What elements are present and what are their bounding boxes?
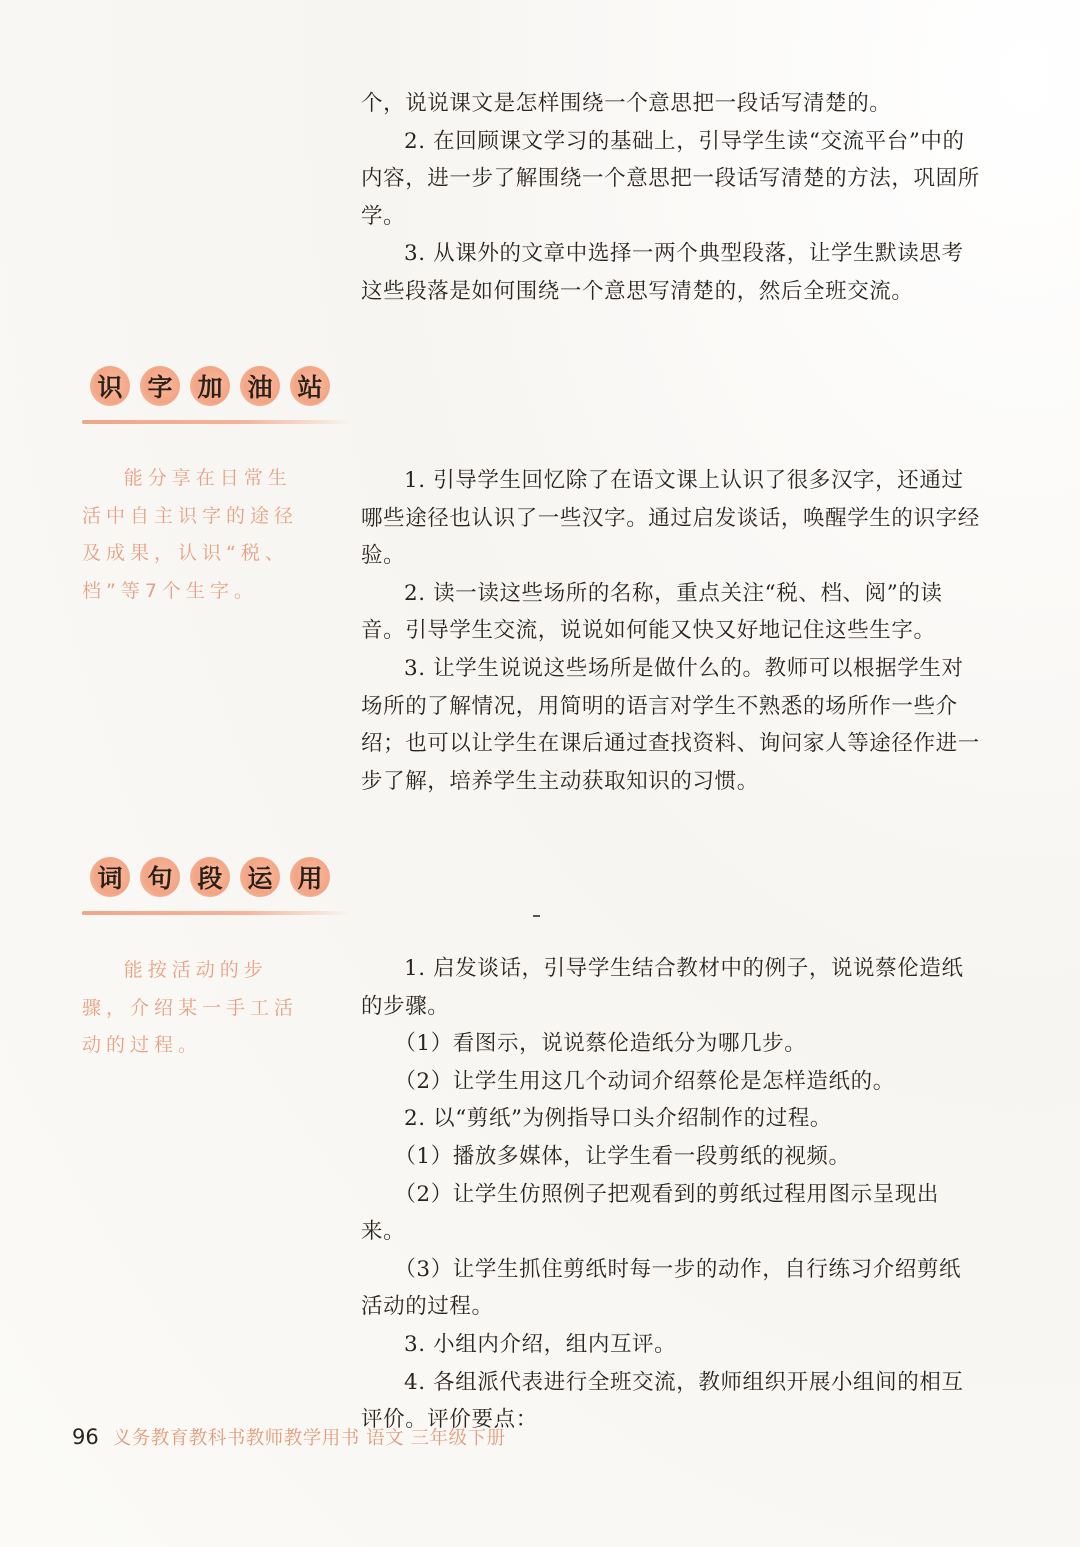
paragraph: 2. 读一读这些场所的名称，重点关注“税、档、阅”的读音。引导学生交流，说说如何能又快又好地记住这些生字。 — [361, 580, 943, 644]
book-title: 义务教育教科书教师教学用书 语文 三年级下册 — [112, 1428, 506, 1449]
heading-char: 字 — [140, 366, 180, 406]
heading-char: 加 — [190, 366, 230, 406]
page-footer — [72, 1424, 506, 1450]
continued-instructions — [361, 85, 983, 311]
heading-char: 识 — [90, 366, 130, 406]
paragraph: （1）看图示，说说蔡伦造纸分为哪几步。 — [394, 1031, 807, 1057]
paragraph: （2）让学生仿照例子把观看到的剪纸过程用图示呈现出来。 — [361, 1181, 939, 1245]
paragraph: 3. 小组内介绍，组内互评。 — [404, 1331, 677, 1357]
heading-char: 段 — [190, 857, 230, 897]
objective-note-words: 能按活动的步骤，介绍某一手工活动的过程。 — [82, 959, 299, 1056]
paragraph: 2. 在回顾课文学习的基础上，引导学生读“交流平台”中的内容，进一步了解围绕一个意思把一段话写清楚的方法，巩固所学。 — [361, 128, 980, 229]
heading-char: 词 — [90, 857, 130, 897]
paragraph: 3. 让学生说说这些场所是做什么的。教师可以根据学生对场所的了解情况，用简明的语言对学生不熟悉的场所作一些介绍；也可以让学生在课后通过查找资料、询问家人等途径作进一步了解，培养学生主动获取知识的习惯。 — [361, 655, 980, 794]
literacy-instructions — [361, 462, 983, 800]
page-number: 96 — [72, 1425, 99, 1449]
heading-underline — [82, 420, 352, 424]
paragraph: 个，说说课文是怎样围绕一个意思把一段话写清楚的。 — [361, 91, 892, 116]
heading-char: 用 — [290, 857, 330, 897]
section-heading-literacy — [82, 366, 372, 432]
paragraph: 4. 各组派代表进行全班交流，教师组织开展小组间的相互评价。评价要点： — [361, 1369, 964, 1433]
heading-char: 运 — [240, 857, 280, 897]
heading-char: 油 — [240, 366, 280, 406]
heading-char: 句 — [140, 857, 180, 897]
paragraph: 1. 引导学生回忆除了在语文课上认识了很多汉字，还通过哪些途径也认识了一些汉字。通过启发谈话，唤醒学生的识字经验。 — [361, 468, 980, 569]
paragraph: （1）播放多媒体，让学生看一段剪纸的视频。 — [394, 1143, 851, 1169]
paragraph: 2. 以“剪纸”为例指导口头介绍制作的过程。 — [404, 1106, 833, 1132]
objective-note-literacy: 能分享在日常生活中自主识字的途径及成果，认识“税、档”等7个生字。 — [82, 467, 299, 602]
paragraph: 1. 启发谈话，引导学生结合教材中的例子，说说蔡伦造纸的步骤。 — [361, 956, 964, 1019]
stray-mark — [533, 915, 540, 917]
paragraph: 3. 从课外的文章中选择一两个典型段落，让学生默读思考这些段落是如何围绕一个意思写清楚的，然后全班交流。 — [361, 241, 964, 304]
words-instructions — [361, 950, 983, 1439]
paragraph: （2）让学生用这几个动词介绍蔡伦是怎样造纸的。 — [394, 1068, 895, 1094]
heading-underline — [82, 911, 352, 915]
section-heading-words — [82, 857, 372, 923]
heading-char: 站 — [290, 366, 330, 406]
paragraph: （3）让学生抓住剪纸时每一步的动作，自行练习介绍剪纸活动的过程。 — [361, 1256, 962, 1320]
